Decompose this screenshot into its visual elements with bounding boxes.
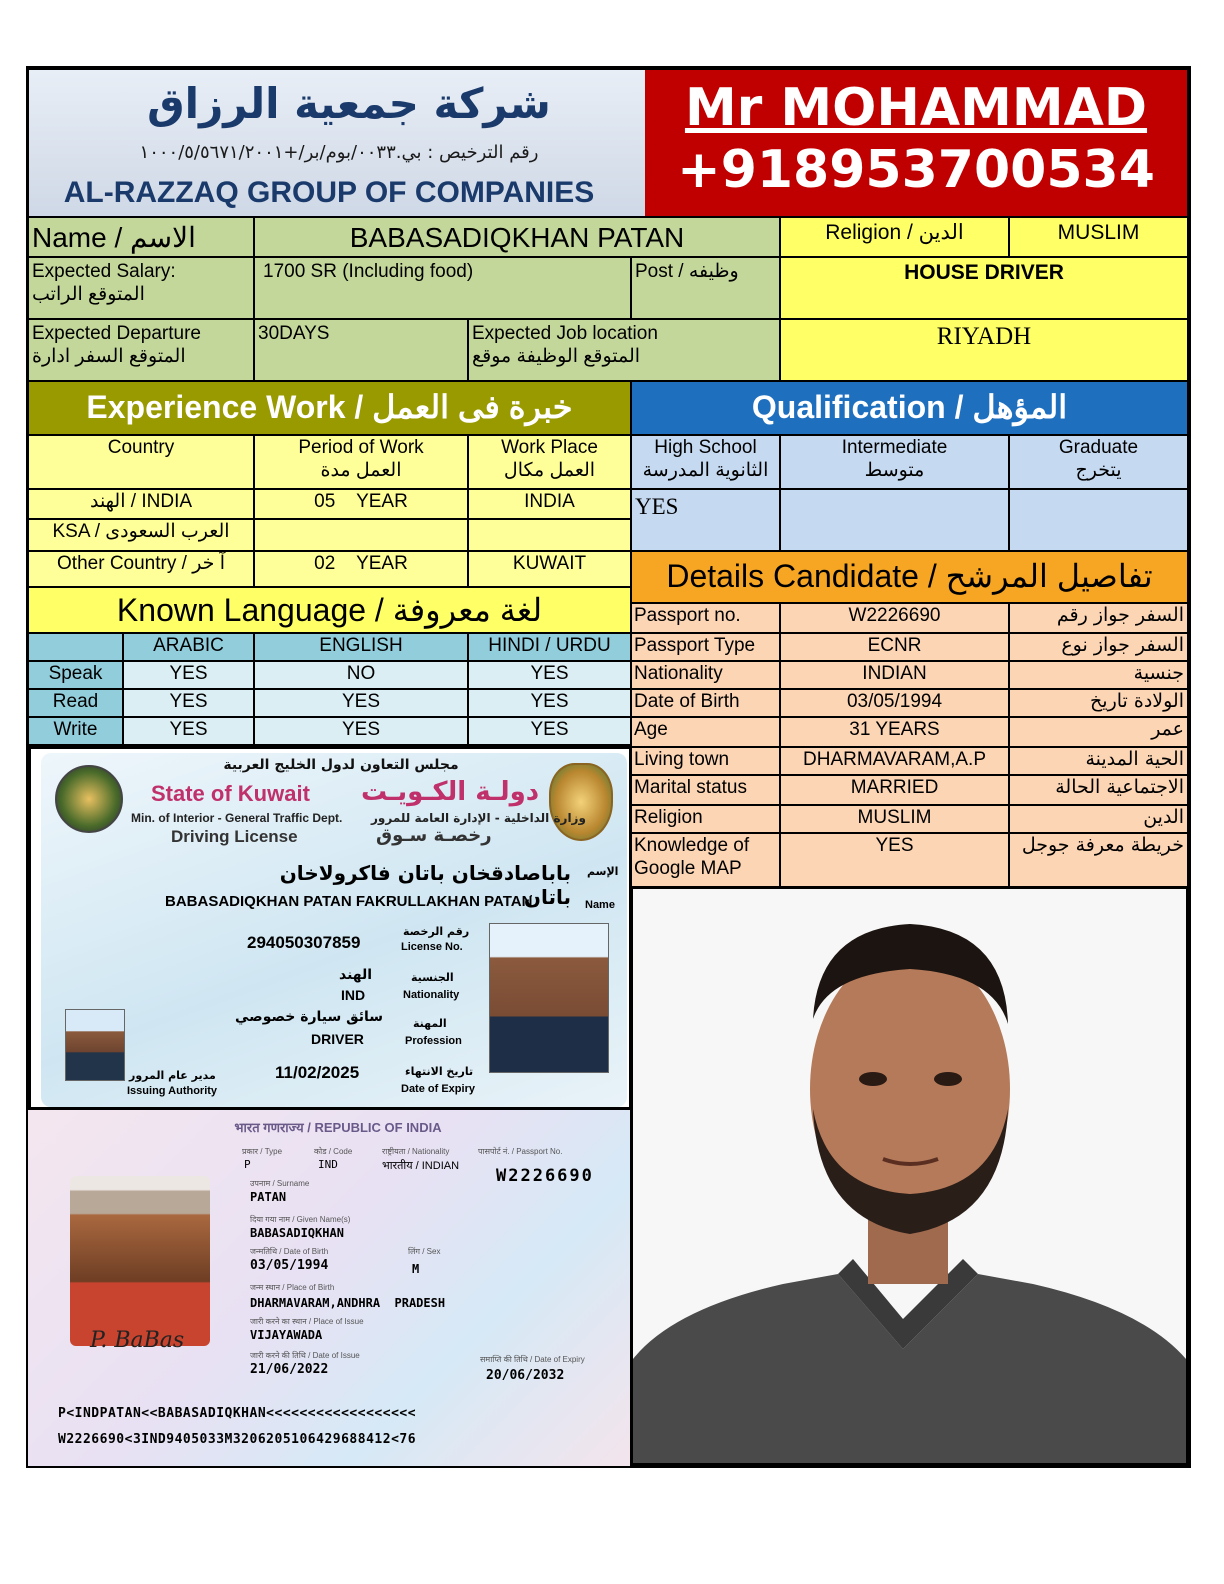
contact-panel — [645, 70, 1187, 216]
experience-header-period-en: Period of Work — [298, 437, 424, 458]
contact-phone: +918953700534 — [677, 140, 1155, 200]
license-number-label-ar: رقم الرخصة — [403, 925, 470, 938]
details-label-arabic: جنسية — [1008, 660, 1189, 690]
language-value: YES — [122, 716, 255, 746]
details-label-arabic: الاجتماعية الحالة — [1008, 774, 1189, 806]
experience-header-place-ar: العمل مكال — [503, 460, 596, 481]
passport-given-name: BABASADIQKHAN — [250, 1226, 344, 1240]
details-value: ECNR — [779, 632, 1010, 662]
passport-number: W2226690 — [496, 1166, 594, 1186]
details-value: YES — [779, 832, 1010, 890]
religion-label: Religion / الدين — [779, 216, 1010, 258]
departure-label — [27, 318, 255, 382]
qualification-value-high-school: YES — [630, 488, 781, 552]
language-value: YES — [467, 688, 632, 718]
departure-label-ar: المتوقع السفر ادارة — [32, 346, 186, 367]
experience-row-place: INDIA — [467, 488, 632, 520]
qualification-header-graduate-ar: يتخرج — [1075, 460, 1122, 481]
salary-label-ar: المتوقع الراتب — [32, 284, 145, 305]
passport-sex-label: लिंग / Sex — [408, 1247, 441, 1256]
holder-name-english: BABASADIQKHAN PATAN FAKRULLAKHAN PATAN — [165, 893, 533, 910]
language-title: Known Language / لغة معروفة — [27, 586, 632, 634]
license-number: 294050307859 — [247, 933, 361, 952]
post-label: Post / وظيفه — [630, 256, 781, 320]
company-logo-graphic — [29, 70, 645, 216]
passport-dob-label: जन्मतिथि / Date of Birth — [250, 1247, 329, 1256]
license-number-label-en: License No. — [401, 941, 463, 953]
details-value: 03/05/1994 — [779, 688, 1010, 718]
experience-header-period — [253, 434, 469, 490]
passport-surname-label: उपनाम / Surname — [250, 1179, 310, 1188]
details-title: Details Candidate / تفاصيل المرشح — [630, 550, 1189, 604]
passport-given-label: दिया गया नाम / Given Name(s) — [250, 1215, 351, 1224]
candidate-portrait-graphic — [633, 889, 1186, 1463]
expiry-date: 11/02/2025 — [275, 1063, 360, 1082]
job-location-label — [467, 318, 781, 382]
salary-label-en: Expected Salary: — [32, 261, 176, 282]
experience-row-country: Other Country / آ خر — [27, 550, 255, 588]
expiry-label-en: Date of Expiry — [401, 1083, 475, 1095]
passport-doe-label: समाप्ति की तिथि / Date of Expiry — [480, 1355, 585, 1364]
departure-value: 30DAYS — [253, 318, 469, 382]
passport-sex: M — [412, 1262, 420, 1276]
details-label-arabic: الحية المدينة — [1008, 746, 1189, 776]
qualification-header-intermediate-en: Intermediate — [841, 437, 948, 458]
language-header-blank — [27, 632, 124, 662]
salary-value: 1700 SR (Including food) — [253, 256, 632, 320]
experience-row-country: الهند / INDIA — [27, 488, 255, 520]
expiry-label-ar: تاريخ الانتهاء — [405, 1065, 474, 1078]
language-value: YES — [467, 660, 632, 690]
experience-row-period: 05 YEAR — [253, 488, 469, 520]
name-label-arabic: الإسم — [587, 865, 619, 878]
passport-signature: P. BaBas — [90, 1328, 185, 1353]
qualification-title: Qualification / المؤهل — [630, 380, 1189, 436]
nationality-label-en: Nationality — [403, 989, 460, 1001]
departure-label-en: Expected Departure — [32, 323, 201, 344]
name-label-english: Name — [585, 899, 615, 911]
qualification-header-high-school-en: High School — [654, 437, 757, 458]
passport-photo — [70, 1176, 210, 1346]
passport-surname: PATAN — [250, 1190, 287, 1204]
qualification-header-high-school-ar: الثانوية المدرسة — [642, 460, 769, 481]
passport-doi-label: जारी करने की तिथि / Date of Issue — [250, 1351, 360, 1360]
details-label: Religion — [630, 804, 781, 834]
details-label-arabic: الولادة تاريخ — [1008, 688, 1189, 718]
language-row-label: Write — [27, 716, 124, 746]
name-label: Name / الاسم — [27, 216, 255, 258]
details-label-arabic: عمر — [1008, 716, 1189, 748]
qualification-header-intermediate — [779, 434, 1010, 490]
document-type-arabic: رخصـة سـوق — [376, 825, 492, 846]
profession-label-ar: المهنة — [413, 1017, 447, 1030]
experience-row-country: KSA / العرب السعودى — [27, 518, 255, 552]
details-value: W2226690 — [779, 602, 1010, 634]
details-label: Date of Birth — [630, 688, 781, 718]
nationality-english: IND — [341, 987, 366, 1003]
details-value: 31 YEARS — [779, 716, 1010, 748]
experience-row-place — [467, 518, 632, 552]
experience-header-country — [27, 434, 255, 490]
qualification-value-intermediate — [779, 488, 1010, 552]
nationality-label-ar: الجنسية — [411, 971, 454, 984]
document-type-english: Driving License — [171, 827, 298, 846]
passport-nationality: भारतीय / INDIAN — [382, 1160, 460, 1172]
passport-image — [28, 1110, 632, 1466]
language-value: NO — [253, 660, 469, 690]
passport-poi: VIJAYAWADA — [250, 1328, 323, 1342]
details-label: Age — [630, 716, 781, 748]
language-value: YES — [253, 688, 469, 718]
holder-name-arabic: باباصادقخان باتان فاكرولاخان باتان — [279, 861, 571, 909]
state-arabic: دولـة الكـويـت — [361, 777, 540, 807]
experience-header-country-en: Country — [107, 437, 175, 458]
company-name-arabic: شركة جمعية الرزاق — [147, 79, 551, 128]
language-value: YES — [122, 660, 255, 690]
experience-row-period: 02 YEAR — [253, 550, 469, 588]
license-small-photo — [65, 1009, 125, 1081]
name-value: BABASADIQKHAN PATAN — [253, 216, 781, 258]
company-logo-banner — [29, 70, 645, 216]
contact-name: Mr MOHAMMAD — [684, 78, 1148, 138]
experience-header-period-ar: العمل مدة — [320, 460, 402, 481]
details-label: Nationality — [630, 660, 781, 690]
passport-nationality-label: राष्ट्रीयता / Nationality — [382, 1147, 450, 1156]
details-label: Passport no. — [630, 602, 781, 634]
passport-mrz-line-1: P<INDPATAN<<BABASADIQKHAN<<<<<<<<<<<<<<<<<< — [58, 1406, 417, 1421]
details-value: INDIAN — [779, 660, 1010, 690]
language-row-label: Speak — [27, 660, 124, 690]
company-name-english: AL-RAZZAQ GROUP OF COMPANIES — [63, 176, 595, 209]
qualification-header-intermediate-ar: متوسط — [864, 460, 925, 481]
details-label: Knowledge of Google MAP — [630, 832, 781, 890]
language-value: YES — [122, 688, 255, 718]
passport-mrz-line-2: W2226690<3IND9405033M3206205106429688412<76 — [58, 1432, 417, 1447]
driving-license-image — [28, 746, 632, 1110]
details-label-arabic: خريطة معرفة جوجل — [1008, 832, 1189, 890]
gcc-emblem-icon — [55, 765, 123, 833]
passport-type-label: प्रकार / Type — [242, 1147, 283, 1156]
details-label-arabic: السفر جواز نوع — [1008, 632, 1189, 662]
ministry-english: Min. of Interior - General Traffic Dept. — [131, 811, 343, 825]
language-row-label: Read — [27, 688, 124, 718]
profession-label-en: Profession — [405, 1035, 462, 1047]
authority-arabic: مدير عام المرور — [129, 1069, 216, 1082]
authority-english: Issuing Authority — [127, 1085, 218, 1097]
candidate-portrait — [630, 886, 1189, 1466]
experience-header-place — [467, 434, 632, 490]
passport-doi: 21/06/2022 — [250, 1362, 329, 1377]
passport-pob: DHARMAVARAM,ANDHRA PRADESH — [250, 1296, 446, 1310]
details-value: MARRIED — [779, 774, 1010, 806]
profession-english: DRIVER — [311, 1031, 364, 1047]
kuwait-emblem-icon — [549, 763, 613, 841]
experience-header-place-en: Work Place — [501, 437, 598, 458]
passport-page — [28, 1110, 632, 1466]
passport-poi-label: जारी करने का स्थान / Place of Issue — [250, 1317, 364, 1326]
passport-type: P — [244, 1158, 251, 1171]
job-location-label-en: Expected Job location — [472, 323, 658, 344]
license-number-line: رقم الترخيص : بي.٠٠٣٣/بوم/بر/+١٠٠٠/٥/٥٦٧١/٢٠٠١ — [139, 142, 539, 163]
details-label-arabic: السفر جواز رقم — [1008, 602, 1189, 634]
ministry-arabic: وزارة الداخلية - الإدارة العامة للمرور — [371, 811, 586, 825]
language-header-english: ENGLISH — [253, 632, 469, 662]
experience-row-place: KUWAIT — [467, 550, 632, 588]
experience-row-period — [253, 518, 469, 552]
details-value: MUSLIM — [779, 804, 1010, 834]
qualification-header-graduate — [1008, 434, 1189, 490]
state-english: State of Kuwait — [151, 781, 310, 806]
experience-title: Experience Work / خبرة فى العمل — [27, 380, 632, 436]
profession-arabic: سائق سيارة خصوصي — [235, 1009, 384, 1025]
details-value: DHARMAVARAM,A.P — [779, 746, 1010, 776]
nationality-arabic: الهند — [339, 967, 373, 983]
salary-label — [27, 256, 255, 320]
details-label-arabic: الدين — [1008, 804, 1189, 834]
details-label: Passport Type — [630, 632, 781, 662]
license-card — [41, 753, 627, 1107]
passport-number-label: पासपोर्ट नं. / Passport No. — [478, 1147, 563, 1156]
passport-code-label: कोड / Code — [314, 1147, 353, 1156]
passport-country: भारत गणराज्य / REPUBLIC OF INDIA — [234, 1120, 442, 1135]
passport-dob: 03/05/1994 — [250, 1258, 329, 1273]
passport-pob-label: जन्म स्थान / Place of Birth — [250, 1283, 335, 1292]
language-value: YES — [467, 716, 632, 746]
qualification-value-graduate — [1008, 488, 1189, 552]
religion-value: MUSLIM — [1008, 216, 1189, 258]
license-main-photo — [489, 923, 609, 1073]
qualification-header-high-school — [630, 434, 781, 490]
details-label: Living town — [630, 746, 781, 776]
job-location-value: RIYADH — [779, 318, 1189, 382]
language-header-hindi-urdu: HINDI / URDU — [467, 632, 632, 662]
details-label: Marital status — [630, 774, 781, 806]
gcc-title: مجلس التعاون لدول الخليج العربية — [223, 757, 459, 773]
passport-doe: 20/06/2032 — [486, 1368, 565, 1383]
post-value: HOUSE DRIVER — [779, 256, 1189, 320]
language-header-arabic: ARABIC — [122, 632, 255, 662]
language-value: YES — [253, 716, 469, 746]
qualification-header-graduate-en: Graduate — [1058, 437, 1139, 458]
job-location-label-ar: المتوقع الوظيفة موقع — [472, 346, 641, 367]
passport-code: IND — [318, 1158, 338, 1171]
